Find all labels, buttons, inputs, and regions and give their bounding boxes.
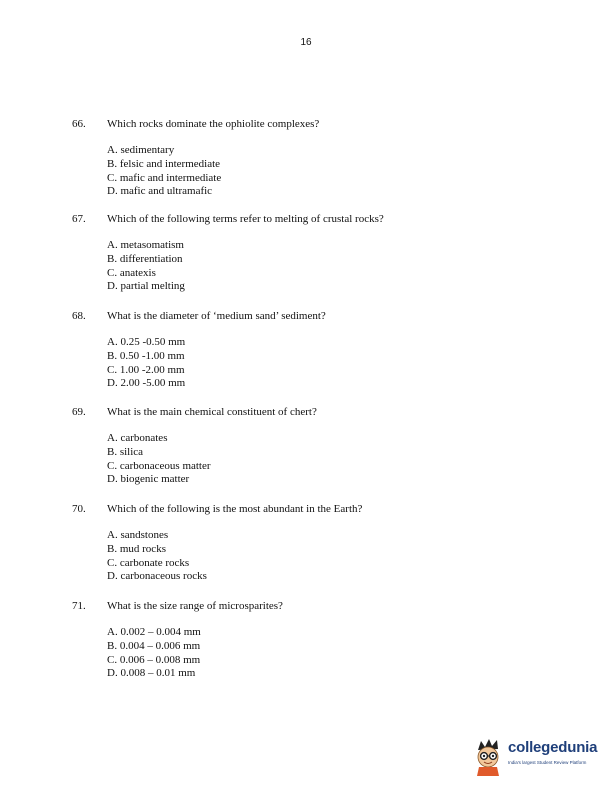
- option-c: C. anatexis: [107, 266, 156, 279]
- mascot-icon: [472, 736, 506, 776]
- option-a: A. 0.25 -0.50 mm: [107, 336, 186, 348]
- question-number: 70.: [72, 503, 86, 515]
- option-a: A. metasomatism: [107, 239, 184, 251]
- option-b: B. differentiation: [107, 252, 183, 265]
- option-list: [107, 432, 211, 487]
- option-b: B. mud rocks: [107, 542, 166, 555]
- question-text: Which of the following terms refer to melting of crustal rocks?: [107, 213, 384, 225]
- question-number: 69.: [72, 406, 86, 418]
- question-text: What is the size range of microsparites?: [107, 600, 283, 612]
- question-number: 66.: [72, 118, 86, 130]
- option-d: D. 0.008 – 0.01 mm: [107, 667, 196, 680]
- option-c: C. 1.00 -2.00 mm: [107, 363, 185, 376]
- option-c: C. carbonaceous matter: [107, 459, 211, 472]
- option-d: D. carbonaceous rocks: [107, 570, 207, 583]
- option-d: D. mafic and ultramafic: [107, 185, 213, 198]
- question-text: Which of the following is the most abundant in the Earth?: [107, 503, 363, 515]
- option-c: C. 0.006 – 0.008 mm: [107, 653, 201, 666]
- option-b: B. 0.50 -1.00 mm: [107, 349, 185, 362]
- option-b: B. 0.004 – 0.006 mm: [107, 639, 201, 652]
- option-c: C. mafic and intermediate: [107, 171, 222, 184]
- logo-tagline: India's largest Student Review Platform: [508, 760, 587, 765]
- option-a: A. carbonates: [107, 432, 168, 444]
- logo-wordmark: collegedunia: [508, 739, 598, 756]
- option-list: [107, 529, 207, 584]
- option-d: D. biogenic matter: [107, 473, 190, 486]
- question-number: 67.: [72, 213, 86, 225]
- option-list: [107, 626, 201, 681]
- option-list: [107, 144, 221, 199]
- option-c: C. carbonate rocks: [107, 556, 190, 569]
- question-text: What is the diameter of ‘medium sand’ sediment?: [107, 310, 326, 322]
- option-a: A. sandstones: [107, 529, 169, 541]
- option-d: D. partial melting: [107, 280, 185, 293]
- option-a: A. sedimentary: [107, 144, 175, 156]
- option-d: D. 2.00 -5.00 mm: [107, 377, 186, 390]
- collegedunia-logo: [472, 736, 604, 776]
- option-b: B. felsic and intermediate: [107, 157, 221, 170]
- question-text: What is the main chemical constituent of chert?: [107, 406, 317, 418]
- question-number: 68.: [72, 310, 86, 322]
- question-text: Which rocks dominate the ophiolite complexes?: [107, 118, 320, 130]
- option-a: A. 0.002 – 0.004 mm: [107, 626, 201, 638]
- option-b: B. silica: [107, 445, 144, 458]
- option-list: [107, 336, 185, 391]
- option-list: [107, 239, 185, 294]
- question-number: 71.: [72, 600, 86, 612]
- page-number: 16: [300, 37, 312, 48]
